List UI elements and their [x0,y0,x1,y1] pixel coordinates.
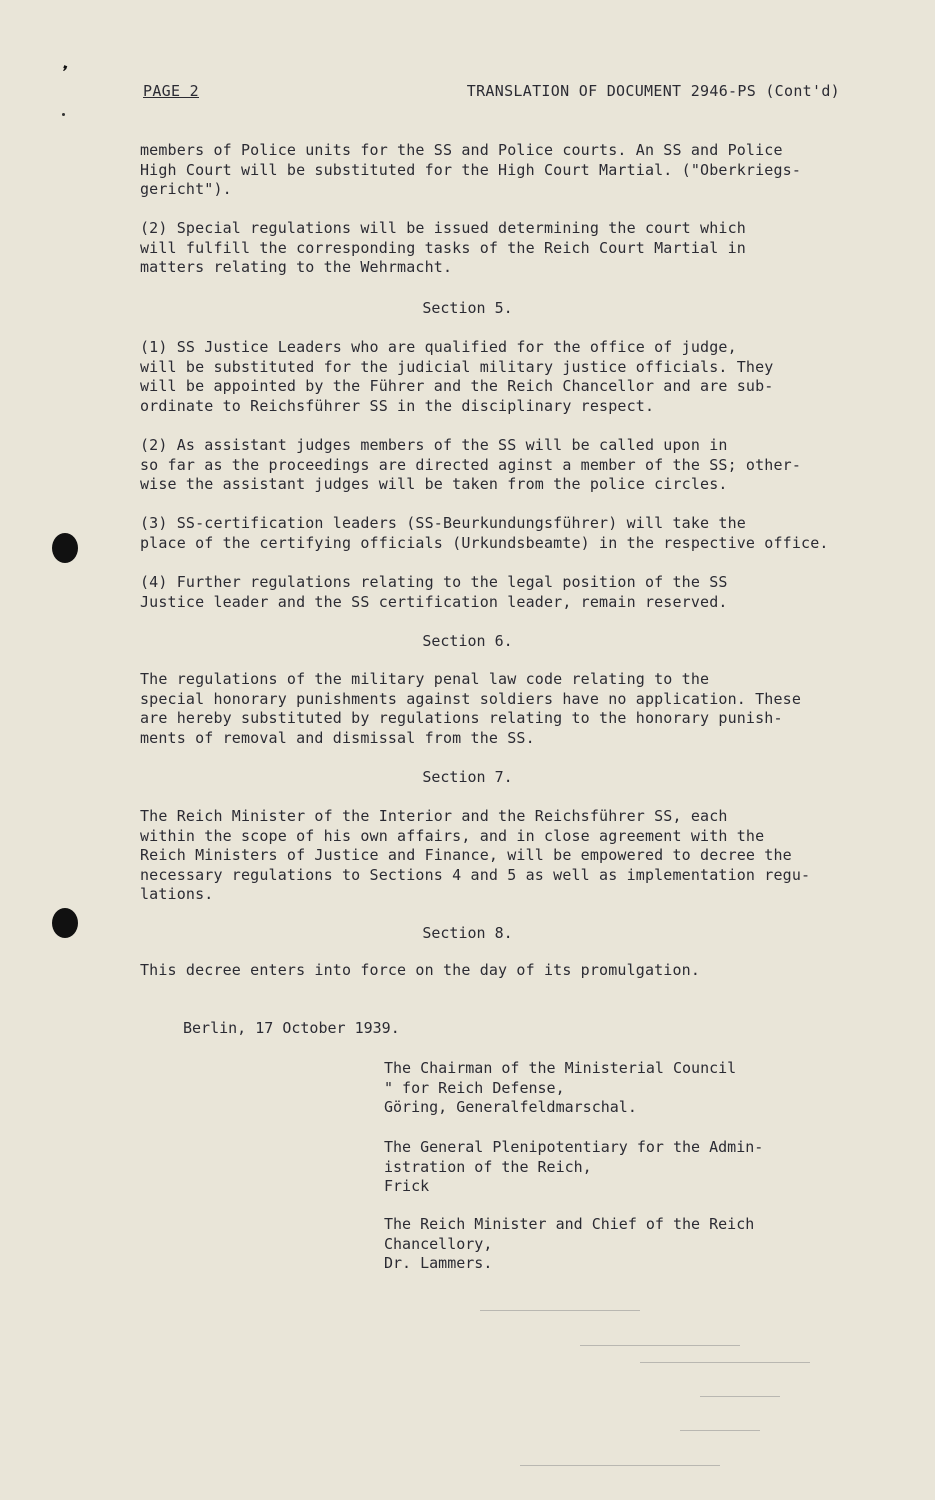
ink-dot [62,113,65,116]
place-and-date: Berlin, 17 October 1939. [183,1019,400,1037]
faded-bleedthrough-line [480,1310,640,1311]
signature-lammers: The Reich Minister and Chief of the Reich Chancellory, Dr. Lammers. [384,1215,755,1272]
faded-bleedthrough-line [700,1396,780,1397]
paragraph-5-3: (3) SS-certification leaders (SS-Beurkundungsführer) will take the place of the certifying officials (Urkundsbeamte) in the respective office. [140,514,829,552]
paragraph-4-2: (2) Special regulations will be issued determining the court which will fulfill the corresponding tasks of the Reich Court Martial in matters relating to the Wehrmacht. [140,219,746,276]
faded-bleedthrough-line [680,1430,760,1431]
ink-mark: ❜ [52,60,74,89]
paragraph-6: The regulations of the military penal law code relating to the special honorary punishments against soldiers have no application. These are hereby substituted by regulations relating to the honorary punish- ments of removal and dismissal from the SS. [140,670,802,747]
punch-hole-upper [52,533,78,563]
paragraph-8: This decree enters into force on the day of its promulgation. [140,961,701,979]
faded-bleedthrough-line [640,1362,810,1363]
faded-bleedthrough-line [520,1465,720,1466]
document-title: TRANSLATION OF DOCUMENT 2946-PS (Cont'd) [466,82,840,100]
page-number: PAGE 2 [143,82,199,100]
paragraph-7: The Reich Minister of the Interior and the Reichsführer SS, each within the scope of his own affairs, and in close agreement with the Reich Ministers of Justice and Finance, will be empowered to decree the necessary regulations to Sections 4 and 5 as well as implementation regu- lations. [140,807,811,903]
section-8-heading: Section 8. [422,924,513,942]
section-7-heading: Section 7. [422,768,513,786]
signature-goring: The Chairman of the Ministerial Council " for Reich Defense, Göring, Generalfeldmarschal. [384,1059,737,1116]
section-6-heading: Section 6. [422,632,513,650]
paragraph-5-2: (2) As assistant judges members of the SS will be called upon in so far as the proceedings are directed aginst a member of the SS; other- wise the assistant judges will be taken from the police circles. [140,436,802,493]
faded-bleedthrough-line [580,1345,740,1346]
paragraph-5-1: (1) SS Justice Leaders who are qualified for the office of judge, will be substituted for the judicial military justice officials. They will be appointed by the Führer and the Reich Chancellor and are sub- ordinate to Reichsführer SS in the disciplinary respect. [140,338,774,415]
paragraph-intro: members of Police units for the SS and Police courts. An SS and Police High Court will be substituted for the High Court Martial. ("Oberkriegs- gericht"). [140,141,802,198]
paragraph-5-4: (4) Further regulations relating to the legal position of the SS Justice leader and the SS certification leader, remain reserved. [140,573,728,611]
signature-frick: The General Plenipotentiary for the Admin- istration of the Reich, Frick [384,1138,764,1195]
section-5-heading: Section 5. [422,299,513,317]
